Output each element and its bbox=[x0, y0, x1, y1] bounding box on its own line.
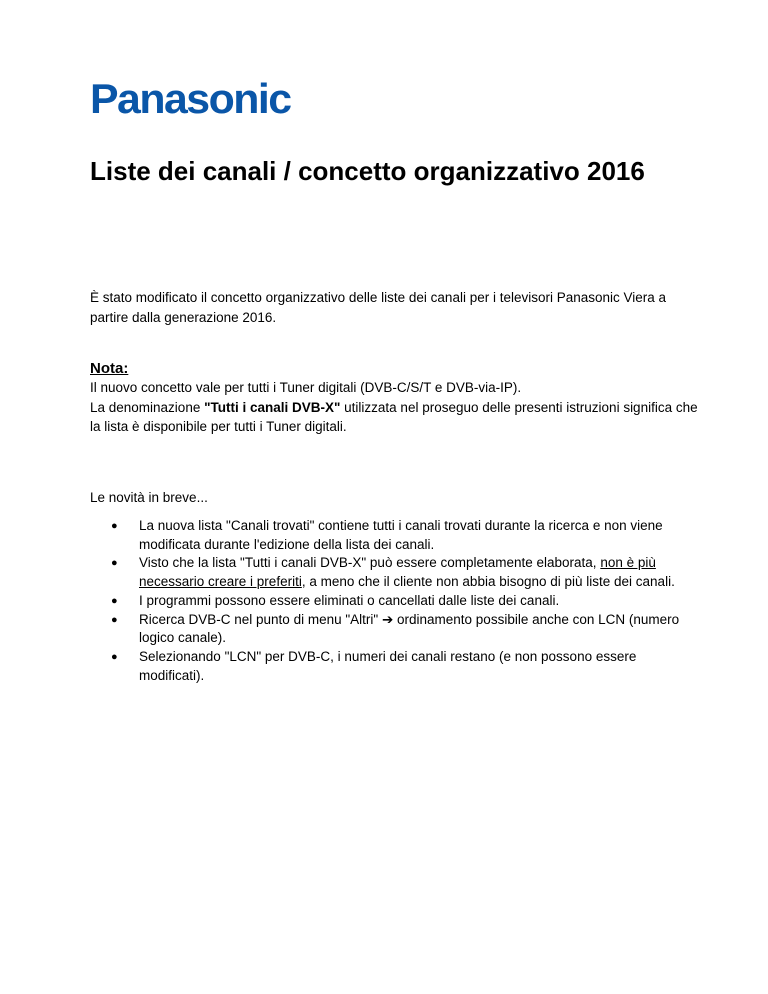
note-line-2-end: utilizzata nel proseguo delle presenti istruzioni significa che la lista è disponibile per tutti i Tuner digitali. bbox=[90, 399, 698, 434]
note-line-2-bold: "Tutti i canali DVB-X" bbox=[204, 399, 341, 415]
bullet-icon: ● bbox=[111, 557, 118, 570]
news-list bbox=[0, 517, 680, 685]
list-item bbox=[0, 611, 680, 648]
panasonic-logo: Panasonic bbox=[90, 75, 291, 122]
list-item-text-end: , a meno che il cliente non abbia bisogno di più liste dei canali. bbox=[301, 574, 675, 590]
intro-paragraph: È stato modificato il concetto organizzativo delle liste dei canali per i televisori Panasonic Viera a partire dalla generazione 2016. bbox=[90, 290, 667, 325]
list-item bbox=[0, 554, 680, 591]
arrow-right-icon: ➔ bbox=[381, 611, 394, 627]
note-heading: Nota: bbox=[90, 360, 129, 377]
list-item bbox=[0, 648, 680, 685]
list-item-underlined: non è più necessario creare i preferiti bbox=[139, 555, 656, 590]
list-item-text: La nuova lista "Canali trovati" contiene tutti i canali trovati durante la ricerca e non viene modificata durante l'edizione della lista dei canali. bbox=[139, 518, 663, 552]
note-line-1: Il nuovo concetto vale per tutti i Tuner digitali (DVB-C/S/T e DVB-via-IP). bbox=[90, 380, 522, 395]
news-lead: Le novità in breve... bbox=[90, 490, 208, 505]
list-item-text: I programmi possono essere eliminati o cancellati dalle liste dei canali. bbox=[139, 592, 560, 608]
list-item-text: Selezionando "LCN" per DVB-C, i numeri dei canali restano (e non possono essere modificati). bbox=[139, 648, 637, 683]
bullet-icon: ● bbox=[111, 650, 118, 663]
bullet-icon: ● bbox=[111, 594, 118, 607]
list-item bbox=[0, 592, 680, 611]
bullet-icon: ● bbox=[111, 520, 118, 532]
note-line-2-start: La denominazione bbox=[90, 399, 205, 415]
bullet-icon: ● bbox=[111, 613, 118, 626]
list-item-text-start: Ricerca DVB-C nel punto di menu "Altri" bbox=[139, 611, 382, 627]
note-paragraph bbox=[90, 378, 700, 437]
page-title: Liste dei canali / concetto organizzativo 2016 bbox=[90, 156, 645, 186]
list-item-text-end: ordinamento possibile anche con LCN (numero logico canale). bbox=[139, 611, 680, 646]
list-item-text-start: Visto che la lista "Tutti i canali DVB-X" può essere completamente elaborata, bbox=[139, 555, 601, 571]
list-item bbox=[0, 517, 680, 554]
